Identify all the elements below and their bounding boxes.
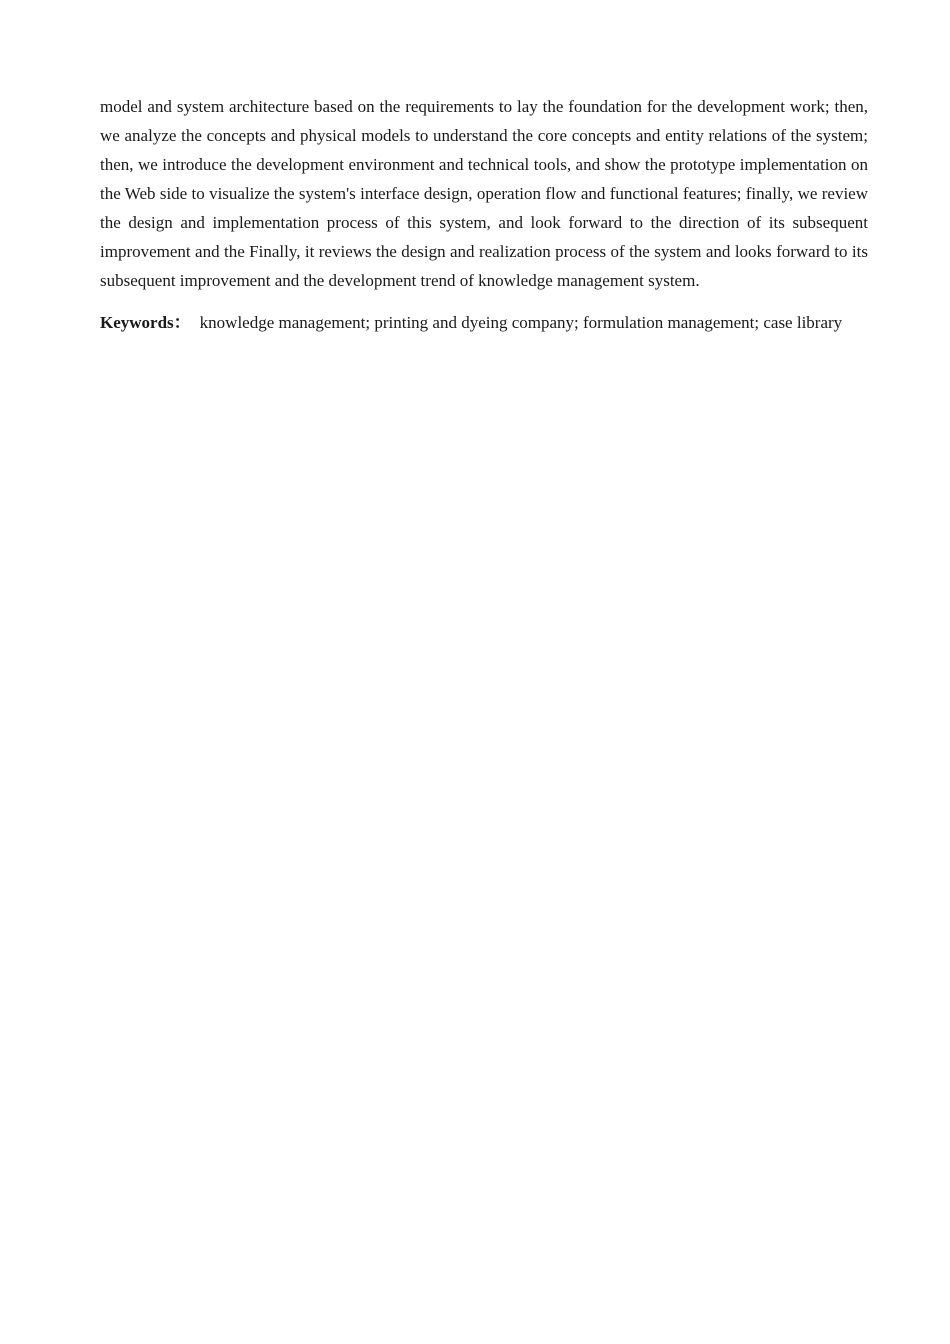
keywords-line xyxy=(100,308,868,337)
keywords-text: knowledge management; printing and dyeing company; formulation management; case library xyxy=(199,313,843,332)
page-content xyxy=(100,92,868,337)
keywords-label: Keywords： xyxy=(100,313,191,332)
abstract-paragraph: model and system architecture based on the requirements to lay the foundation for the development work; then, we analyze the concepts and physical models to understand the core concepts and entity relations of the system; then, we introduce the development environment and technical tools, and show the prototype implementation on the Web side to visualize the system's interface design, operation flow and functional features; finally, we review the design and implementation process of this system, and look forward to the direction of its subsequent improvement and the Finally, it reviews the design and realization process of the system and looks forward to its subsequent improvement and the development trend of knowledge management system. xyxy=(100,97,868,290)
